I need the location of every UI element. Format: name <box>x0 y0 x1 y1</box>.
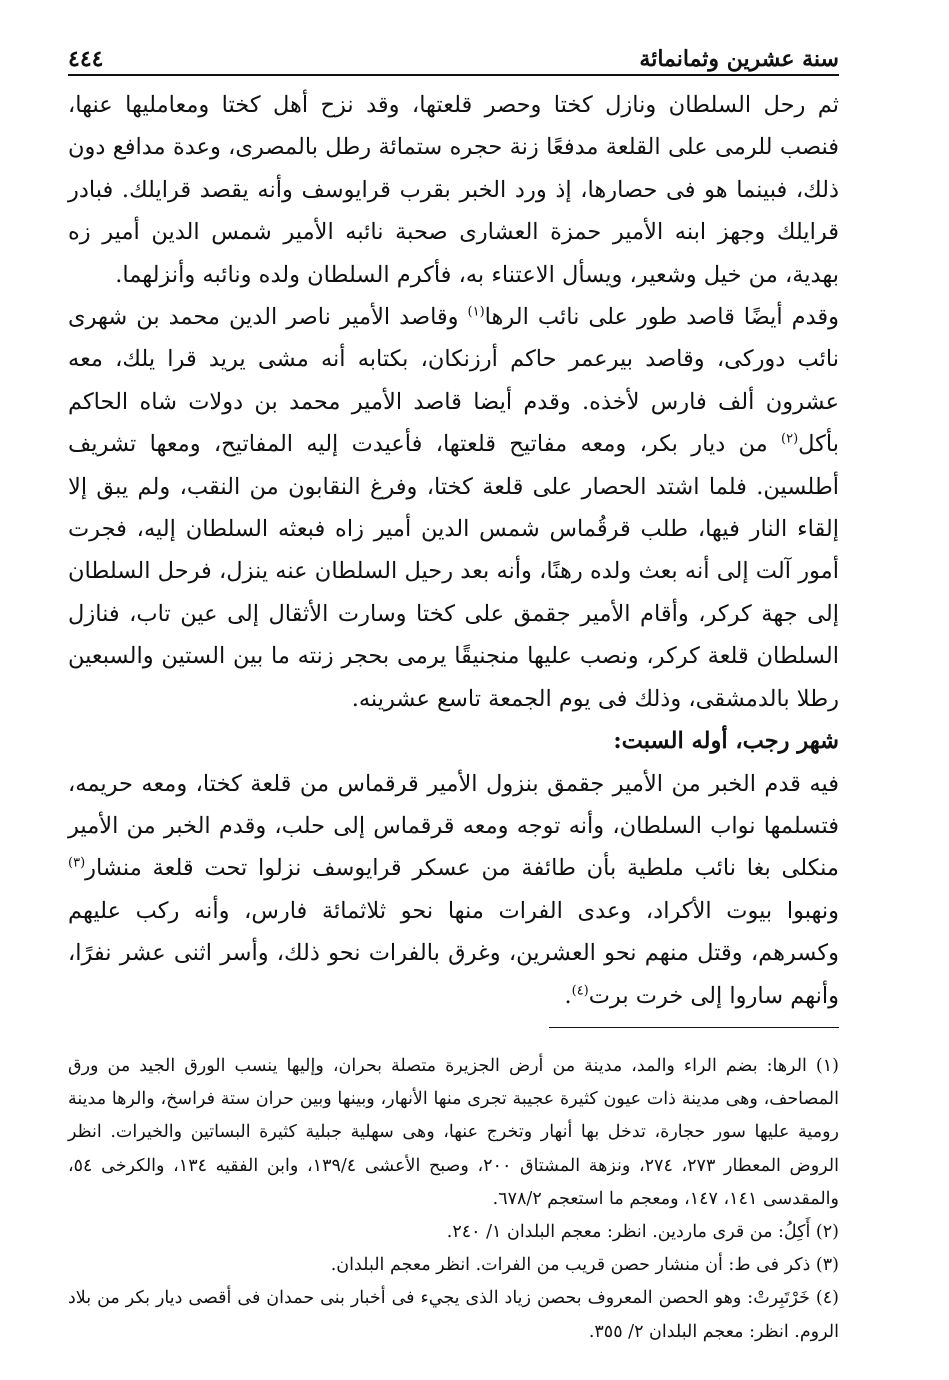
footnote: (٤) خَرْتَبِرتْ: وهو الحصن المعروف بحصن زياد الذى يجيء فى أخبار بنى حمدان فى أقصى ديار بكر من بلاد الروم. انظر: معجم البلدان ٢/ ٣٥٥. <box>68 1288 839 1342</box>
paragraph-text: فيه قدم الخبر من الأمير جقمق بنزول الأمير قرقماس من قلعة كختا، ومعه حريمه، فتسلمها نواب السلطان، وأنه توجه ومعه قرقماس إلى حلب، وقدم الخبر من الأمير منكلى بغا نائب ملطية بأن طائفة من عسكر قرايوسف نزلوا تحت قلعة منشار <box>68 770 839 882</box>
page-number: ٤٤٤ <box>68 46 104 72</box>
paragraph-text: ونهبوا بيوت الأكراد، وعدى الفرات منها نحو ثلاثمائة فارس، وأنه ركب عليهم وكسرهم، وقتل منهم نحو العشرين، وغرق بالفرات نحو ذلك، وأسر اثنى عشر نفرًا، وأنهم ساروا إلى خرت برت <box>68 897 839 1009</box>
paragraph <box>68 763 839 1017</box>
footnote: (٢) أَكِلُ: من قرى ماردين. انظر: معجم البلدان ١/ ٢٤٠. <box>446 1221 839 1242</box>
main-text <box>68 84 839 1017</box>
footnote-marker[interactable]: (١) <box>467 304 485 320</box>
paragraph-text: . <box>564 982 572 1009</box>
footnote-marker[interactable]: (٤) <box>571 983 589 999</box>
paragraph-text: من ديار بكر، ومعه مفاتيح قلعتها، فأعيدت إليه المفاتيح، ومعها تشريف أطلسين. فلما اشتد الحصار على قلعة كختا، وفرغ النقابون من النقب، ولم يبق إلا إلقاء النار فيها، طلب قرقُماس شمس الدين أمير زاه فبعثه السلطان إليه، فجرت أمور آلت إلى أنه بعث ولده رهنًا، وأنه بعد رحيل السلطان عنه ينزل، فرحل السلطان إلى جهة كركر، وأقام الأمير جقمق على كختا وسارت الأثقال إلى عين تاب، فنازل السلطان قلعة كركر، ونصب عليها منجنيقًا يرمى بحجر زنته ما بين الستين والسبعين رطلا بالدمشقى، وذلك فى يوم الجمعة تاسع عشرينه. <box>68 431 839 712</box>
paragraph: ثم رحل السلطان ونازل كختا وحصر قلعتها، وقد نزح أهل كختا ومعامليها عنها، فنصب للرمى على القلعة مدفعًا زنة حجره ستمائة رطل بالمصرى، وعدة مدافع دون ذلك، فبينما هو فى حصارها، إذ ورد الخبر بقرب قرايوسف وأنه يقصد قرايلك. فبادر قرايلك وجهز ابنه الأمير حمزة العشارى صحبة نائبه الأمير شمس الدين أمير زه بهدية، من خيل وشعير، ويسأل الاعتناء به، فأكرم السلطان ولده ونائبه وأنزلهما. <box>68 92 839 288</box>
paragraph-text: وقدم أيضًا قاصد طور على نائب الرها <box>484 304 840 331</box>
page-header <box>68 38 839 76</box>
footnote-marker[interactable]: (٣) <box>68 855 86 871</box>
footnote-divider <box>549 1027 839 1028</box>
footnote-marker[interactable]: (٢) <box>781 431 799 447</box>
running-title: سنة عشرين وثمانمائة <box>639 46 839 72</box>
paragraph <box>68 296 839 720</box>
footnote: (١) الرها: بضم الراء والمد، مدينة من أرض الجزيرة متصلة بحران، وإليها ينسب الورق الجيد من ورق المصاحف، وهى مدينة ذات عيون كثيرة عجيبة تجرى منها الأنهار، وبينها وبين حران ستة فراسخ، والرها مدينة رومية عليها سور حجارة، تدخل بها أنهار وتخرج عنها، وهى سهلية جبلية كثيرة البساتين والخيرات. انظر الروض المعطار ٢٧٣، ٢٧٤، ونزهة المشتاق ٢٠٠، وصبح الأعشى ١٣٩/٤، وابن الفقيه ١٣٤، والكرخى ٥٤، والمقدسى ١٤١، ١٤٧، ومعجم ما استعجم ٦٧٨/٢. <box>68 1055 839 1209</box>
footnotes <box>68 1050 839 1349</box>
section-heading: شهر رجب، أوله السبت: <box>613 728 839 755</box>
footnote: (٣) ذكر فى ط: أن منشار حصن قريب من الفرات. انظر معجم البلدان. <box>330 1255 839 1276</box>
paragraph-text: وقاصد الأمير ناصر الدين محمد بن شهرى نائب دوركى، وقاصد بيرعمر حاكم أرزنكان، بكتابه أنه مشى يريد قرا يلك، معه عشرون ألف فارس لأخذه. وقدم أيضا قاصد الأمير محمد بن دولات شاه الحاكم بأكل <box>68 304 840 458</box>
